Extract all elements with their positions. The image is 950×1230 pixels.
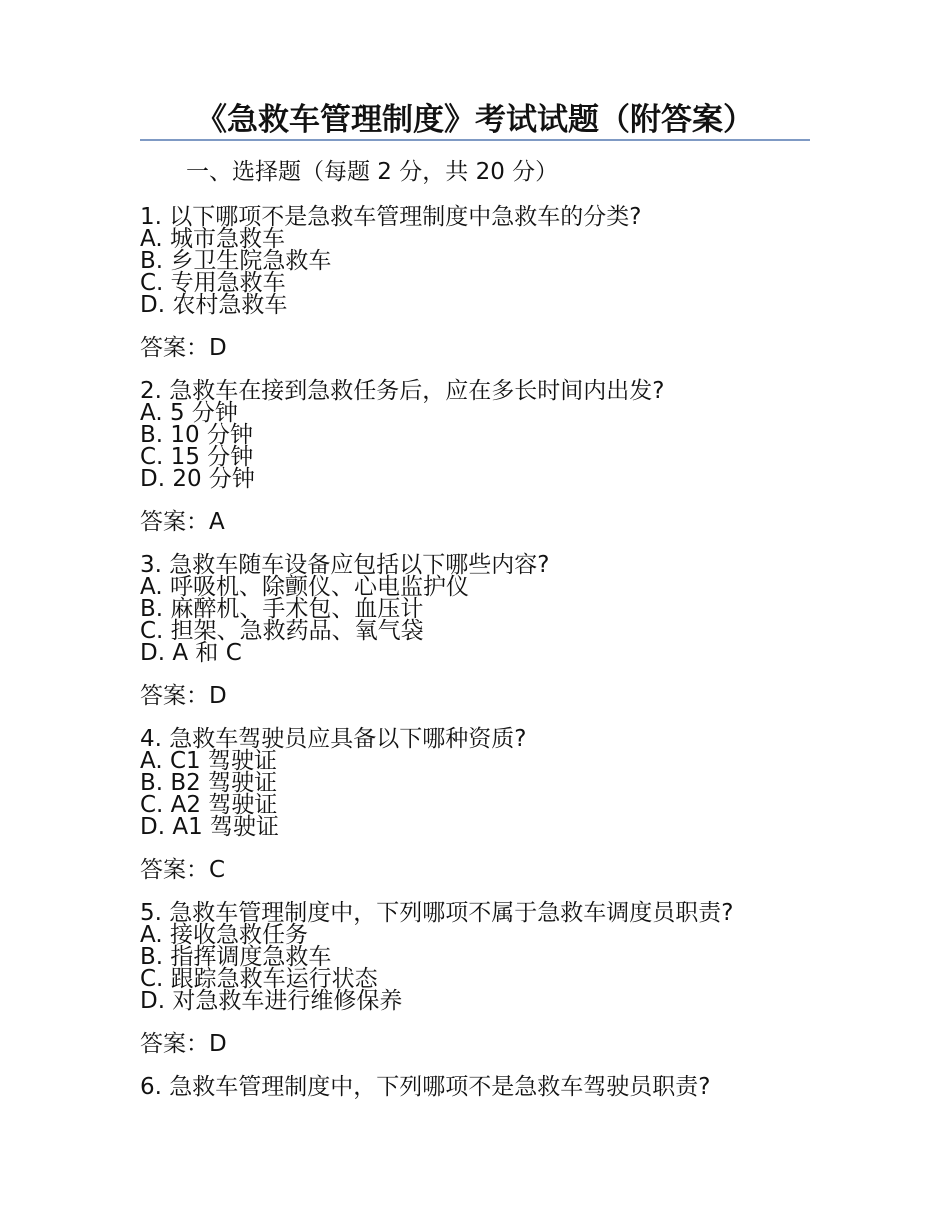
option-b: B. 麻醉机、手术包、血压计 [140,596,424,622]
question-block-6 [140,1076,820,1098]
section-heading: 一、选择题（每题 2 分，共 20 分） [186,159,559,185]
document-title: 《急救车管理制度》考试试题（附答案） [196,102,754,138]
question-block-3 [140,554,820,664]
option-d: D. A 和 C [140,640,242,666]
option-d: D. A1 驾驶证 [140,814,280,840]
option-b: B. B2 驾驶证 [140,770,278,796]
option-a: A. 接收急救任务 [140,922,308,948]
question-text: 5. 急救车管理制度中，下列哪项不属于急救车调度员职责? [140,900,734,926]
option-c: C. 专用急救车 [140,270,286,296]
question-block-2 [140,380,820,490]
option-a: A. 城市急救车 [140,226,285,252]
answer-3: 答案：D [140,683,227,709]
option-b: B. 10 分钟 [140,422,253,448]
question-text: 3. 急救车随车设备应包括以下哪些内容? [140,552,550,578]
option-a: A. C1 驾驶证 [140,748,277,774]
answer-1: 答案：D [140,335,227,361]
answer-5: 答案：D [140,1031,227,1057]
option-c: C. 15 分钟 [140,444,254,470]
option-c: C. 跟踪急救车运行状态 [140,966,378,992]
option-b: B. 指挥调度急救车 [140,944,332,970]
question-text: 1. 以下哪项不是急救车管理制度中急救车的分类? [140,204,642,230]
option-d: D. 农村急救车 [140,292,288,318]
option-c: C. 担架、急救药品、氧气袋 [140,618,424,644]
answer-2: 答案：A [140,509,225,535]
option-a: A. 5 分钟 [140,400,238,426]
question-block-1 [140,206,820,316]
question-block-5 [140,902,820,1012]
option-a: A. 呼吸机、除颤仪、心电监护仪 [140,574,469,600]
option-b: B. 乡卫生院急救车 [140,248,332,274]
option-c: C. A2 驾驶证 [140,792,278,818]
option-d: D. 20 分钟 [140,466,255,492]
question-block-4 [140,728,820,838]
option-d: D. 对急救车进行维修保养 [140,988,403,1014]
question-text: 2. 急救车在接到急救任务后，应在多长时间内出发? [140,378,665,404]
question-text: 6. 急救车管理制度中，下列哪项不是急救车驾驶员职责? [140,1074,711,1100]
answer-4: 答案：C [140,857,226,883]
question-text: 4. 急救车驾驶员应具备以下哪种资质? [140,726,527,752]
title-underline [140,139,810,141]
